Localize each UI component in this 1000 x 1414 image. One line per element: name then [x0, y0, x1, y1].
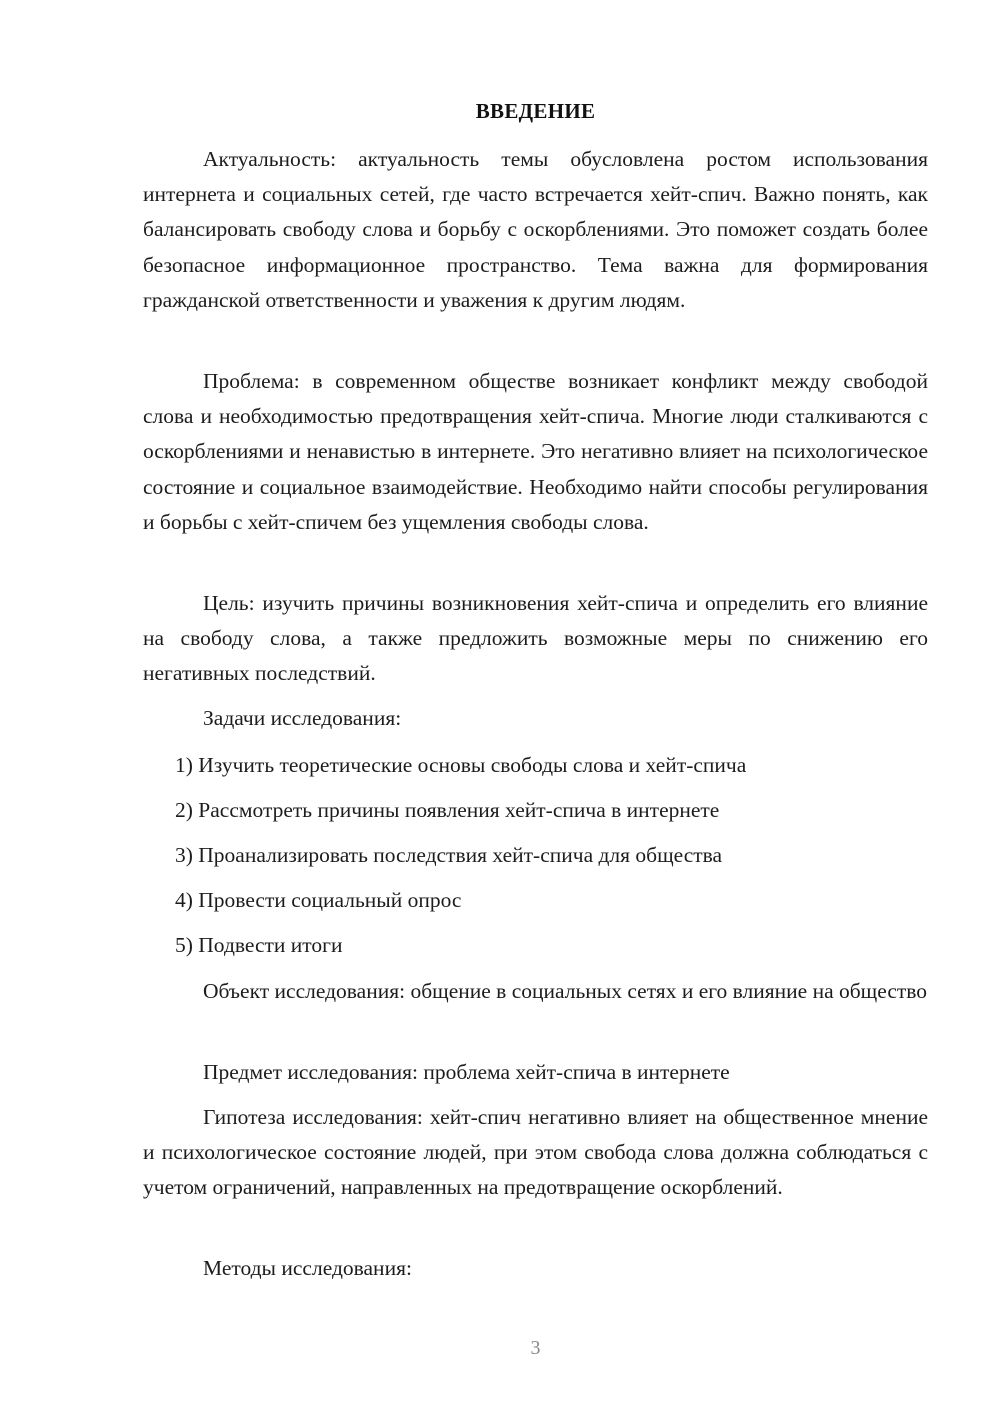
list-item: 1) Изучить теоретические основы свободы слова и хейт-спича [175, 753, 747, 777]
tasks-heading: Задачи исследования: [203, 706, 402, 730]
list-item: 5) Подвести итоги [175, 933, 343, 957]
list-item: 3) Проанализировать последствия хейт-спича для общества [175, 843, 723, 867]
subject-paragraph: Предмет исследования: проблема хейт-спича в интернете [203, 1060, 730, 1084]
hypothesis-paragraph: Гипотеза исследования: хейт-спич негативно влияет на общественное мнение и психологическое состояние людей, при этом свобода слова должна соблюдаться с учетом ограничений, направленных на предотвращение оскорблений. [143, 1105, 928, 1200]
object-paragraph: Объект исследования: общение в социальных сетях и его влияние на общество [203, 979, 928, 1003]
page-number: 3 [530, 1337, 541, 1359]
list-item: 2) Рассмотреть причины появления хейт-спича в интернете [175, 798, 720, 822]
problem-paragraph: Проблема: в современном обществе возникает конфликт между свободой слова и необходимостью предотвращения хейт-спича. Многие люди сталкиваются с оскорблениями и ненавистью в интернете. Это негативно влияет на психологическое состояние и социальное взаимодействие. Необходимо найти способы регулирования и борьбы с хейт-спичем без ущемления свободы слова. [143, 369, 928, 534]
goal-paragraph: Цель: изучить причины возникновения хейт-спича и определить его влияние на свободу слова, а также предложить возможные меры по снижению его негативных последствий. [143, 591, 928, 686]
section-title: ВВЕДЕНИЕ [475, 99, 596, 123]
relevance-paragraph: Актуальность: актуальность темы обусловлена ростом использования интернета и социальных сетей, где часто встречается хейт-спич. Важно понять, как балансировать свободу слова и борьбу с оскорблениями. Это поможет создать более безопасное информационное пространство. Тема важна для формирования гражданской ответственности и уважения к другим людям. [143, 147, 928, 312]
methods-heading: Методы исследования: [203, 1256, 412, 1280]
list-item: 4) Провести социальный опрос [175, 888, 462, 912]
